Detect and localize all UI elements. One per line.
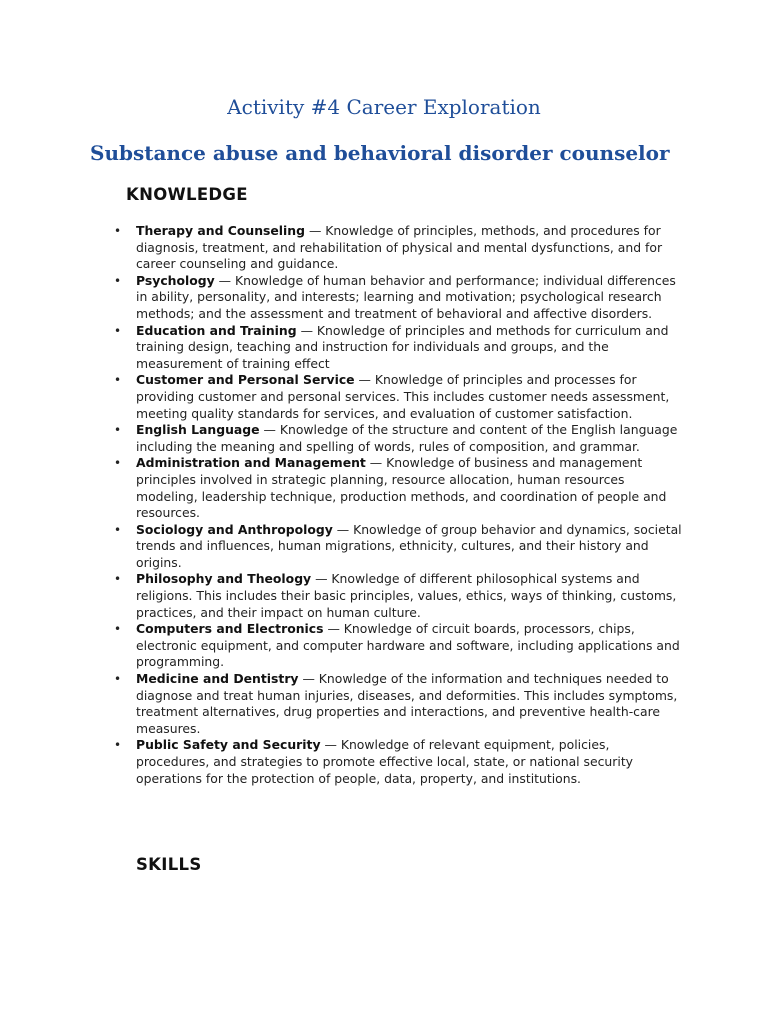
knowledge-description: Knowledge of principles and processes for providing customer and personal services. This includes customer needs assessment, meeting quality standards for services, and evaluation of customer satisfaction. — [136, 372, 670, 421]
knowledge-description: Knowledge of circuit boards, processors, chips, electronic equipment, and computer hardware and software, including applications and programming. — [136, 621, 680, 670]
dash-separator: — — [305, 223, 326, 238]
knowledge-description: Knowledge of principles, methods, and procedures for diagnosis, treatment, and rehabilitation of physical and mental dysfunctions, and for career counseling and guidance. — [136, 223, 663, 272]
knowledge-item — [136, 737, 684, 787]
dash-separator: — — [323, 621, 344, 637]
dash-separator: — — [354, 372, 375, 388]
knowledge-term: Computers and Electronics — [136, 621, 324, 637]
knowledge-item — [136, 323, 684, 373]
knowledge-item — [136, 621, 684, 671]
knowledge-term: Education and Training — [136, 322, 297, 338]
knowledge-term: Sociology and Anthropology — [136, 521, 333, 537]
knowledge-item — [136, 522, 684, 572]
knowledge-term: Public Safety and Security — [136, 737, 321, 753]
knowledge-term: Philosophy and Theology — [136, 571, 312, 587]
knowledge-term: English Language — [136, 422, 260, 438]
page-title: Activity #4 Career Exploration — [227, 95, 541, 119]
knowledge-item — [136, 273, 684, 323]
dash-separator: — — [320, 737, 341, 753]
knowledge-description: Knowledge of relevant equipment, policies, procedures, and strategies to promote effective local, state, or national security operations for the protection of people, data, property, and institutions. — [136, 737, 634, 786]
knowledge-item — [136, 422, 684, 455]
knowledge-description: Knowledge of human behavior and performance; individual differences in ability, personality, and interests; learning and motivation; psychological research methods; and the assessment and treatment of behavioral and affective disorders. — [136, 272, 676, 321]
dash-separator: — — [332, 521, 354, 537]
knowledge-item — [136, 372, 684, 422]
knowledge-term: Medicine and Dentistry — [136, 671, 299, 687]
knowledge-term: Psychology — [136, 272, 215, 288]
dash-separator: — — [214, 272, 235, 288]
dash-separator: — — [365, 455, 387, 471]
dash-separator: — — [259, 422, 280, 438]
skills-heading: SKILLS — [136, 855, 202, 874]
knowledge-description: Knowledge of business and management principles involved in strategic planning, resource allocation, human resources modeling, leadership technique, production methods, and coordination of people and resources. — [136, 455, 667, 521]
knowledge-list — [136, 223, 684, 787]
knowledge-item — [136, 455, 684, 521]
knowledge-description: Knowledge of the structure and content of the English language including the meaning and spelling of words, rules of composition, and grammar. — [136, 422, 678, 454]
knowledge-item — [136, 671, 684, 737]
dash-separator: — — [296, 322, 317, 338]
dash-separator: — — [298, 671, 319, 687]
page-subtitle: Substance abuse and behavioral disorder counselor — [90, 141, 670, 165]
knowledge-heading: KNOWLEDGE — [126, 185, 248, 204]
knowledge-term: Administration and Management — [136, 455, 366, 471]
knowledge-item — [136, 223, 684, 273]
dash-separator: — — [311, 571, 332, 587]
knowledge-description: Knowledge of principles and methods for curriculum and training design, teaching and instruction for individuals and groups, and the measurement of training effect — [136, 322, 669, 371]
knowledge-description: Knowledge of the information and techniques needed to diagnose and treat human injuries, diseases, and deformities. This includes symptoms, treatment alternatives, drug properties and interactions, and preventive health-care measures. — [136, 671, 678, 736]
knowledge-description: Knowledge of group behavior and dynamics, societal trends and influences, human migrations, ethnicity, cultures, and their history and origins. — [136, 521, 682, 570]
knowledge-term: Customer and Personal Service — [136, 372, 355, 388]
knowledge-description: Knowledge of different philosophical systems and religions. This includes their basic principles, values, ethics, ways of thinking, customs, practices, and their impact on human culture. — [136, 571, 677, 620]
knowledge-item — [136, 571, 684, 621]
knowledge-term: Therapy and Counseling — [136, 223, 305, 238]
